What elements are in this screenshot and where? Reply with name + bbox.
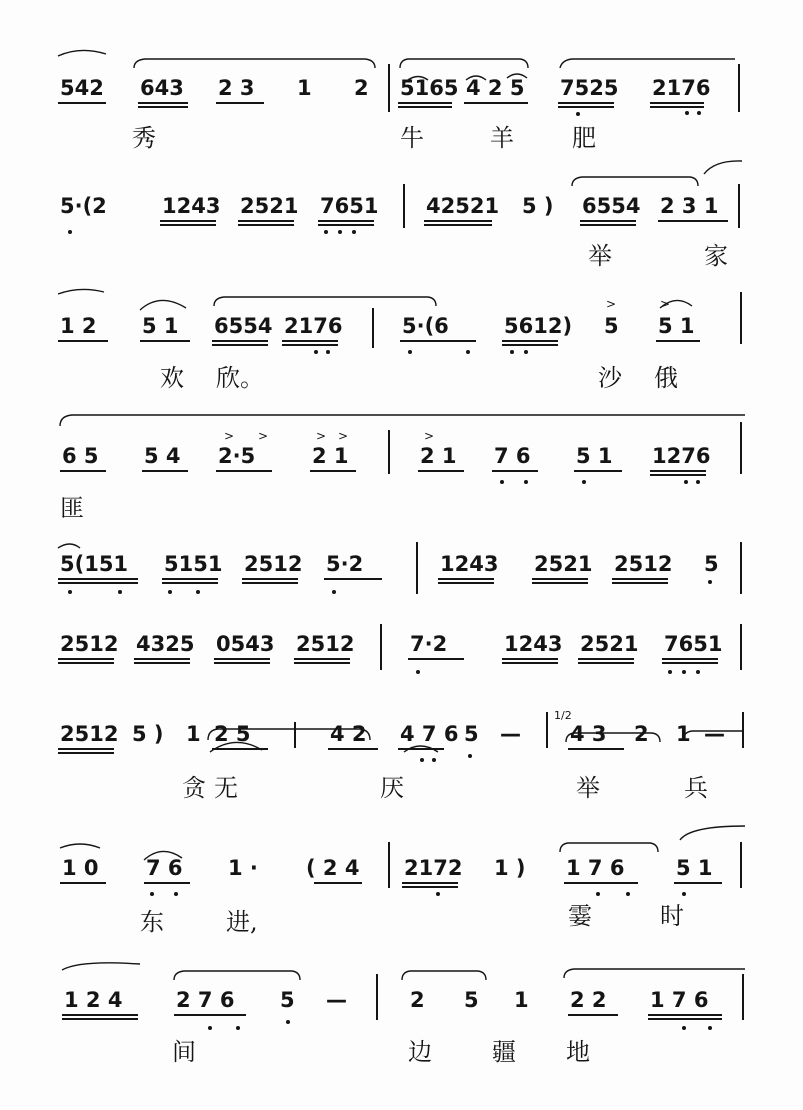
note-group: 0543 bbox=[216, 632, 275, 656]
note-group: 2 bbox=[634, 722, 649, 746]
accent-mark: > bbox=[660, 297, 671, 311]
accent-mark: > bbox=[338, 429, 349, 443]
note-group: 4325 bbox=[136, 632, 195, 656]
lyric: 贪 bbox=[182, 774, 206, 802]
slur bbox=[58, 50, 106, 56]
lyric: 羊 bbox=[490, 124, 514, 152]
note-group: 4 3 bbox=[570, 722, 607, 746]
barline bbox=[388, 430, 390, 474]
barline bbox=[740, 292, 742, 344]
note-group: 542 bbox=[60, 76, 104, 100]
note-group: 5 1 bbox=[658, 314, 695, 338]
slur bbox=[560, 843, 658, 852]
note-group: 6554 bbox=[214, 314, 273, 338]
lyric: 牛 bbox=[400, 124, 424, 152]
note-group: 1 bbox=[297, 76, 312, 100]
note-group: 5·2 bbox=[326, 552, 364, 576]
barline bbox=[416, 542, 418, 594]
barline bbox=[380, 624, 382, 670]
note-group: 7·2 bbox=[410, 632, 448, 656]
note-group: 2176 bbox=[652, 76, 711, 100]
slur bbox=[564, 969, 745, 978]
lyric: 俄 bbox=[654, 364, 678, 392]
note-group: 5612) bbox=[504, 314, 573, 338]
note-group: 643 bbox=[140, 76, 184, 100]
slur bbox=[58, 544, 80, 548]
barline bbox=[403, 184, 405, 228]
note-group: 5 bbox=[704, 552, 719, 576]
note-group: 1 ) bbox=[494, 856, 526, 880]
note-group: 2 7 6 bbox=[176, 988, 235, 1012]
lyric: 家 bbox=[704, 242, 728, 270]
barline bbox=[740, 542, 742, 594]
note-group: 2·5 bbox=[218, 444, 256, 468]
note-group: 5 ) bbox=[522, 194, 554, 218]
note-group: — bbox=[500, 722, 521, 746]
lyric: 肥 bbox=[572, 124, 596, 152]
barline bbox=[388, 64, 390, 112]
slur bbox=[560, 59, 735, 68]
note-group: 5(151 bbox=[60, 552, 129, 576]
note-group: 5 bbox=[464, 722, 479, 746]
note-group: 2 bbox=[410, 988, 425, 1012]
note-group: 5·(6 bbox=[402, 314, 449, 338]
slur bbox=[214, 297, 436, 306]
note-group: 4 2 bbox=[330, 722, 367, 746]
note-group: 1243 bbox=[440, 552, 499, 576]
barline bbox=[742, 712, 744, 748]
note-group: 1 0 bbox=[62, 856, 99, 880]
barline bbox=[294, 722, 296, 748]
note-group: 2 bbox=[354, 76, 369, 100]
lyric: 东 bbox=[140, 908, 164, 936]
slur bbox=[572, 177, 698, 186]
note-group: 2 1 bbox=[420, 444, 457, 468]
slur bbox=[174, 971, 300, 980]
note-group: 1 bbox=[186, 722, 201, 746]
note-group: 1 · bbox=[228, 856, 258, 880]
lyric: 欣。 bbox=[216, 364, 264, 392]
accent-mark: > bbox=[316, 429, 327, 443]
note-group: 1 2 bbox=[60, 314, 97, 338]
note-group: 2 1 bbox=[312, 444, 349, 468]
note-group: 42521 bbox=[426, 194, 500, 218]
lyric: 秀 bbox=[132, 124, 156, 152]
lyric: 进, bbox=[226, 908, 258, 936]
note-group: 1 bbox=[514, 988, 529, 1012]
lyric: 举 bbox=[576, 774, 600, 802]
note-group: 6 5 bbox=[62, 444, 99, 468]
lyric: 疆 bbox=[492, 1038, 516, 1066]
note-group: 1 2 4 bbox=[64, 988, 123, 1012]
note-group: ( 2 4 bbox=[306, 856, 360, 880]
lyric: 无 bbox=[214, 774, 238, 802]
note-group: 2521 bbox=[580, 632, 639, 656]
barline bbox=[740, 624, 742, 670]
lyric: 边 bbox=[408, 1038, 432, 1066]
lyric: 地 bbox=[566, 1038, 590, 1066]
accent-mark: > bbox=[606, 297, 617, 311]
note-group: 2 3 bbox=[218, 76, 255, 100]
lyric: 时 bbox=[660, 902, 684, 930]
barline bbox=[372, 308, 374, 348]
accent-mark: > bbox=[224, 429, 235, 443]
note-group: 4 7 6 bbox=[400, 722, 459, 746]
slur bbox=[680, 826, 745, 840]
note-group: 7 6 bbox=[494, 444, 531, 468]
note-group: 4 2 5 bbox=[466, 76, 525, 100]
note-group: 7 6 bbox=[146, 856, 183, 880]
slur bbox=[134, 59, 375, 68]
accent-mark: > bbox=[258, 429, 269, 443]
lyric: 霎 bbox=[568, 902, 592, 930]
note-group: 1 bbox=[676, 722, 691, 746]
note-group: 2176 bbox=[284, 314, 343, 338]
note-group: 5151 bbox=[164, 552, 223, 576]
note-group: 2521 bbox=[240, 194, 299, 218]
note-group: 5 bbox=[280, 988, 295, 1012]
note-group: 5 1 bbox=[676, 856, 713, 880]
accent-mark: > bbox=[424, 429, 435, 443]
barline bbox=[742, 974, 744, 1020]
note-group: 7651 bbox=[664, 632, 723, 656]
barline bbox=[738, 64, 740, 112]
lyric: 间 bbox=[172, 1038, 196, 1066]
note-group: 2512 bbox=[614, 552, 673, 576]
note-group: 2512 bbox=[60, 722, 119, 746]
barline bbox=[740, 422, 742, 474]
lyric: 沙 bbox=[598, 364, 622, 392]
note-group: 5·(2 bbox=[60, 194, 107, 218]
slur bbox=[62, 963, 140, 970]
slur bbox=[58, 289, 104, 294]
note-group: 5 bbox=[604, 314, 619, 338]
note-group: 2512 bbox=[296, 632, 355, 656]
note-group: 2 2 bbox=[570, 988, 607, 1012]
slur bbox=[402, 971, 486, 980]
note-group: 5 1 bbox=[142, 314, 179, 338]
note-group: 2512 bbox=[60, 632, 119, 656]
note-group: — bbox=[326, 988, 347, 1012]
slur bbox=[60, 415, 745, 426]
barline bbox=[376, 974, 378, 1020]
note-group: 1 7 6 bbox=[566, 856, 625, 880]
note-group: — bbox=[704, 722, 725, 746]
lyric: 兵 bbox=[684, 774, 708, 802]
note-group: 5 ) bbox=[132, 722, 164, 746]
note-group: 2 3 1 bbox=[660, 194, 719, 218]
slur bbox=[400, 59, 528, 68]
note-group: 1276 bbox=[652, 444, 711, 468]
note-group: 1 7 6 bbox=[650, 988, 709, 1012]
barline bbox=[738, 184, 740, 228]
note-group: 2521 bbox=[534, 552, 593, 576]
note-group: 2 5 bbox=[214, 722, 251, 746]
grace-note: 1/2 bbox=[554, 709, 572, 722]
barline bbox=[740, 842, 742, 888]
lyric: 举 bbox=[588, 242, 612, 270]
note-group: 1243 bbox=[504, 632, 563, 656]
lyric: 欢 bbox=[160, 364, 184, 392]
barline bbox=[546, 712, 548, 748]
lyric: 匪 bbox=[60, 494, 84, 522]
note-group: 6554 bbox=[582, 194, 641, 218]
note-group: 2172 bbox=[404, 856, 463, 880]
note-group: 1243 bbox=[162, 194, 221, 218]
note-group: 5 4 bbox=[144, 444, 181, 468]
note-group: 5 1 bbox=[576, 444, 613, 468]
note-group: 5 bbox=[464, 988, 479, 1012]
note-group: 2512 bbox=[244, 552, 303, 576]
slur bbox=[140, 300, 186, 310]
lyric: 厌 bbox=[380, 774, 404, 802]
barline bbox=[388, 842, 390, 888]
note-group: 5165 bbox=[400, 76, 459, 100]
note-group: 7651 bbox=[320, 194, 379, 218]
slur bbox=[60, 844, 100, 848]
note-group: 7525 bbox=[560, 76, 619, 100]
slur bbox=[704, 161, 742, 174]
